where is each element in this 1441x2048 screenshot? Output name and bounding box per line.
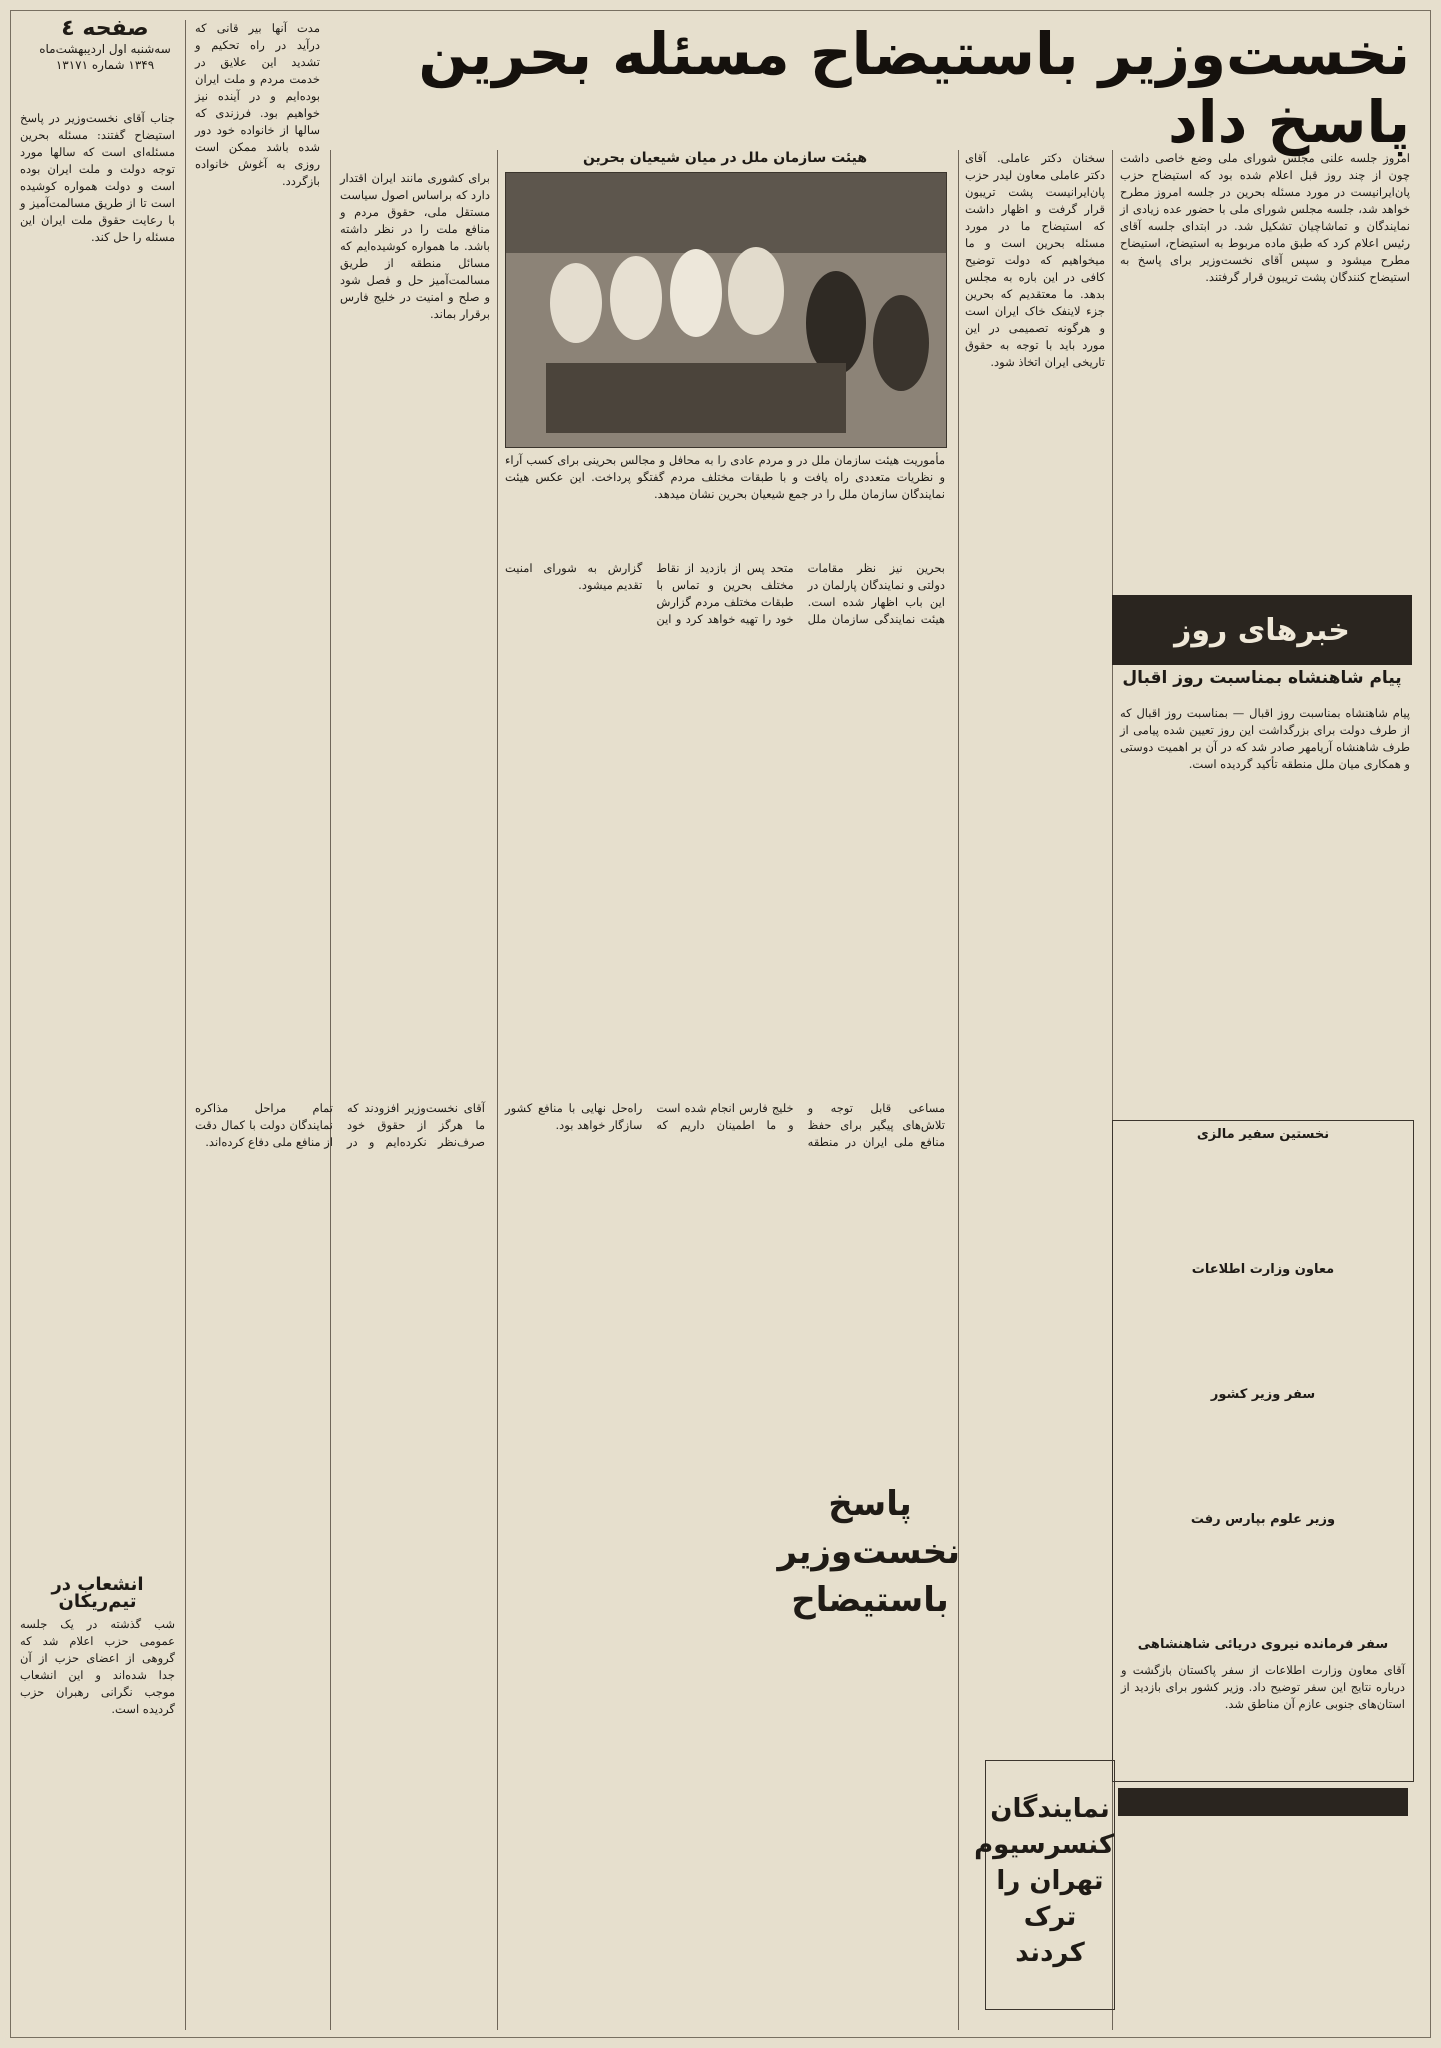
page-date-line1: سه‌شنبه اول اردیبهشت‌ماه bbox=[39, 42, 171, 56]
brief-heading-5: سفر فرمانده نیروی دریائی شاهنشاهی bbox=[1137, 1637, 1389, 1652]
article-column-8-text: آقای نخست‌وزیر افزودند که ما هرگز از حقوق خود صرف‌نظر نکرده‌ایم و در تمام مراحل مذاکره نمایندگان دولت با کمال دقت از منافع ملی دفاع کرده‌اند. bbox=[195, 1101, 485, 1149]
brief-heading-2: معاون وزارت اطلاعات bbox=[1191, 1262, 1335, 1277]
article-column-6 bbox=[20, 110, 175, 1550]
column-rule bbox=[497, 150, 498, 2030]
left-section-text: شب گذشته در یک جلسه عمومی حزب اعلام شد که گروهی از اعضای حزب از آن جدا شده‌اند و این انشعاب موجب نگرانی رهبران حزب گردیده است. bbox=[20, 1617, 175, 1716]
page-date bbox=[20, 41, 190, 73]
left-section bbox=[20, 1570, 175, 2030]
article-column-4-text: برای کشوری مانند ایران اقتدار دارد که براساس اصول سیاست مستقل ملی، حقوق مردم و منافع ملت را در نظر داشته باشد. ما همواره کوشیده‌ایم که مسائل منطقه از طریق مسالمت‌آمیز حل و فصل شود و صلح و امنیت در خلیج فارس برقرار بماند. bbox=[340, 171, 490, 321]
reps-box-line1: نمایندگان bbox=[990, 1794, 1110, 1824]
article-column-7-text: مساعی قابل توجه و تلاش‌های پیگیر برای حفظ منافع ملی ایران در منطقه خلیج فارس انجام شده است و ما اطمینان داریم که راه‌حل نهایی با منافع کشور سازگار خواهد بود. bbox=[505, 1101, 945, 1149]
column-rule bbox=[958, 150, 959, 2030]
page-info bbox=[20, 16, 190, 73]
news-box-title: خبرهای روز bbox=[1112, 595, 1412, 665]
decorative-banner bbox=[1118, 1788, 1408, 1816]
brief-heading-4: وزیر علوم بپارس رفت bbox=[1190, 1512, 1336, 1527]
photo-title: هیئت سازمان ملل در میان شیعیان بحرین bbox=[582, 150, 868, 166]
article-column-2-text: سخنان دکتر عاملی. آقای دکتر عاملی معاون لیدر حزب پان‌ایرانیست پشت تریبون قرار گرفت و اظهار داشت که استیضاح ما در مورد مسئله بحرین است و ما میخواهیم که دولت توضیح کافی در این باره به مجلس بدهد. ما معتقدیم که بحرین جزء لاینفک خاک ایران است و هرگونه تصمیمی در این مورد باید با توجه به حقوق تاریخی ایران اتخاذ شود. bbox=[965, 151, 1105, 369]
left-section-title: انشعاب در تیم‌ریکان bbox=[51, 1574, 144, 1612]
article-column-9-text: پیام شاهنشاه بمناسبت روز اقبال — بمناسبت روز اقبال که از طرف دولت برای بزرگداشت این روز تعیین شده پیامی از طرف شاهنشاه آریامهر صادر شد که در آن بر اهمیت دوستی و همکاری میان ملل منطقه تأکید گردیده است. bbox=[1120, 706, 1410, 771]
news-photo bbox=[505, 172, 947, 448]
article-column-1 bbox=[1120, 150, 1410, 580]
article-column-6-text: جناب آقای نخست‌وزیر در پاسخ استیضاح گفتند: مسئله بحرین مسئله‌ای است که سالها مورد توجه دولت و ملت ایران بوده است و دولت همواره کوشیده است تا از طریق مسالمت‌آمیز و با رعایت حقوق ملت ایران این مسئله را حل کند. bbox=[20, 111, 175, 244]
reply-heading-line3: باستیضاح bbox=[791, 1580, 949, 1620]
news-box-subtitle: پیام شاهنشاه بمناسبت روز اقبال bbox=[1122, 668, 1402, 688]
column-rule bbox=[185, 20, 186, 2030]
reps-box-line2: کنسرسیوم bbox=[974, 1830, 1114, 1860]
photo-illustration bbox=[506, 173, 946, 447]
article-column-3-text: بحرین نیز نظر مقامات دولتی و نمایندگان پارلمان در این باب اظهار شده است. هیئت نمایندگی سازمان ملل متحد پس از بازدید از نقاط مختلف بحرین و تماس با طبقات مختلف مردم گزارش خود را تهیه خواهد کرد و این گزارش به شورای امنیت تقدیم میشود. bbox=[505, 561, 945, 626]
news-briefs-box bbox=[1112, 1120, 1414, 1782]
brief-text: آقای معاون وزارت اطلاعات از سفر پاکستان بازگشت و درباره نتایج این سفر توضیح داد. وزیر کشور برای بازدید از استان‌های جنوبی عازم آن مناطق شد. bbox=[1121, 1663, 1405, 1711]
reps-box-line4: ترک کردند bbox=[1015, 1902, 1085, 1968]
article-column-3 bbox=[505, 560, 945, 1080]
page-number: صفحه ٤ bbox=[61, 16, 149, 41]
article-column-5-text: مدت آنها بیر قانی که درآید در راه تحکیم و تشدید این علایق در خدمت مردم و ملت ایران بوده‌ایم و در آینده نیز خواهیم بود. فرزندی که سالها از خانواده خود دور شده باشد ممکن است روزی به آغوش خانواده بازگردد. bbox=[195, 21, 320, 188]
article-column-8 bbox=[195, 1100, 485, 2030]
reply-heading-line2: نخست‌وزیر bbox=[777, 1532, 960, 1572]
brief-heading-3: سفر وزیر کشور bbox=[1210, 1387, 1316, 1402]
article-column-2 bbox=[965, 150, 1105, 950]
article-column-4 bbox=[340, 170, 490, 1070]
photo-caption: مأموریت هیئت سازمان ملل در و مردم عادی را به محافل و مجالس بحرینی برای کسب آراء و نظریات متعددی راه یافت و با طبقات مختلف مردم گفتگو پرداخت. این عکس هیئت نمایندگان سازمان ملل را در جمع شیعیان بحرین نشان میدهد. bbox=[505, 453, 945, 501]
article-column-5 bbox=[195, 20, 320, 1060]
page-headline: نخست‌وزیر باستیضاح مسئله بحرین پاسخ داد bbox=[418, 19, 1410, 156]
brief-heading-1: نخستین سفیر مالزی bbox=[1196, 1127, 1330, 1142]
page-date-line2: ۱۳۴۹ شماره ۱۳۱۷۱ bbox=[55, 58, 155, 72]
article-column-1-text: امروز جلسه علنی مجلس شورای ملی وضع خاصی داشت چون از چند روز قبل اعلام شده بود که استیضاح حزب پان‌ایرانیست در مورد مسئله بحرین در جلسه امروز مطرح خواهد شد، جلسه مجلس شورای ملی با حضور عده زیادی از نمایندگان و تماشاچیان تشکیل شد. در ابتدای جلسه آقای رئیس اعلام کرد که طبق ماده مربوط به استیضاح، استیضاح مطرح میشود و سپس آقای نخست‌وزیر برای پاسخ به استیضاح کنندگان پشت تریبون قرار گرفتند. bbox=[1120, 151, 1410, 284]
article-column-9 bbox=[1120, 705, 1410, 1105]
reply-heading bbox=[777, 1480, 960, 1624]
reps-box-line3: تهران را bbox=[996, 1866, 1104, 1896]
reps-box bbox=[974, 1760, 1115, 2010]
reply-heading-line1: پاسخ bbox=[828, 1484, 912, 1524]
